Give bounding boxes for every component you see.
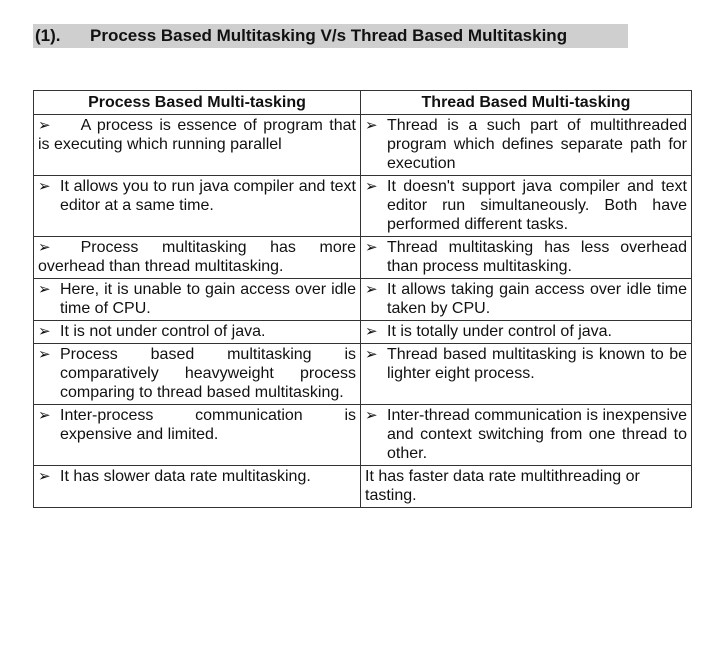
table-row [34, 405, 692, 466]
table-row [34, 344, 692, 405]
cell-process [34, 176, 361, 237]
bullet-icon: ➢ [365, 178, 378, 195]
cell-process [34, 237, 361, 279]
column-header-thread: Thread Based Multi-tasking [361, 91, 692, 115]
cell-text: It allows taking gain access over idle time taken by CPU. [387, 281, 687, 317]
page-heading [33, 24, 628, 48]
bullet-icon: ➢ [38, 178, 51, 195]
bullet-icon: ➢ [38, 407, 51, 424]
cell-thread [361, 237, 692, 279]
heading-number: (1). [35, 26, 61, 45]
cell-text: Inter-process communication is expensive and limited. [60, 407, 356, 443]
cell-text: It is not under control of java. [60, 323, 266, 340]
table-header-row [34, 91, 692, 115]
cell-text: It has faster data rate multithreading or tasting. [365, 468, 640, 504]
table-row [34, 466, 692, 508]
cell-process [34, 279, 361, 321]
cell-thread [361, 466, 692, 508]
cell-text: Thread multitasking has less overhead than process multitasking. [387, 239, 687, 275]
bullet-icon: ➢ [38, 323, 51, 340]
cell-process [34, 321, 361, 344]
cell-text: Process based multitasking is comparatively heavyweight process comparing to thread based multitasking. [60, 346, 356, 401]
cell-text: Here, it is unable to gain access over idle time of CPU. [60, 281, 356, 317]
bullet-icon: ➢ [38, 117, 51, 134]
cell-text: Inter-thread communication is inexpensive and context switching from one thread to other. [387, 407, 687, 462]
cell-text: It allows you to run java compiler and text editor at a same time. [60, 178, 356, 214]
cell-thread [361, 115, 692, 176]
bullet-icon: ➢ [365, 239, 378, 256]
table-row [34, 176, 692, 237]
column-header-process: Process Based Multi-tasking [34, 91, 361, 115]
cell-text: Thread is a such part of multithreaded program which defines separate path for execution [387, 117, 687, 172]
cell-text: Process multitasking has more overhead than thread multitasking. [38, 239, 356, 275]
bullet-icon: ➢ [38, 281, 51, 298]
cell-text: A process is essence of program that is executing which running parallel [38, 117, 356, 153]
cell-process [34, 405, 361, 466]
cell-thread [361, 321, 692, 344]
cell-thread [361, 344, 692, 405]
bullet-icon: ➢ [365, 117, 378, 134]
table-row [34, 321, 692, 344]
table-row [34, 237, 692, 279]
cell-thread [361, 176, 692, 237]
cell-text: Thread based multitasking is known to be lighter eight process. [387, 346, 687, 382]
cell-text: It doesn't support java compiler and text editor run simultaneously. Both have performed different tasks. [387, 178, 687, 233]
cell-text: It is totally under control of java. [387, 323, 612, 340]
cell-process [34, 344, 361, 405]
cell-process [34, 466, 361, 508]
cell-thread [361, 279, 692, 321]
bullet-icon: ➢ [38, 468, 51, 485]
bullet-icon: ➢ [365, 281, 378, 298]
table-row [34, 115, 692, 176]
table-row [34, 279, 692, 321]
cell-process [34, 115, 361, 176]
bullet-icon: ➢ [365, 346, 378, 363]
bullet-icon: ➢ [38, 239, 51, 256]
bullet-icon: ➢ [365, 407, 378, 424]
bullet-icon: ➢ [365, 323, 378, 340]
bullet-icon: ➢ [38, 346, 51, 363]
heading-title: Process Based Multitasking V/s Thread Based Multitasking [90, 26, 568, 45]
comparison-table [33, 90, 692, 508]
cell-text: It has slower data rate multitasking. [60, 468, 311, 485]
cell-thread [361, 405, 692, 466]
